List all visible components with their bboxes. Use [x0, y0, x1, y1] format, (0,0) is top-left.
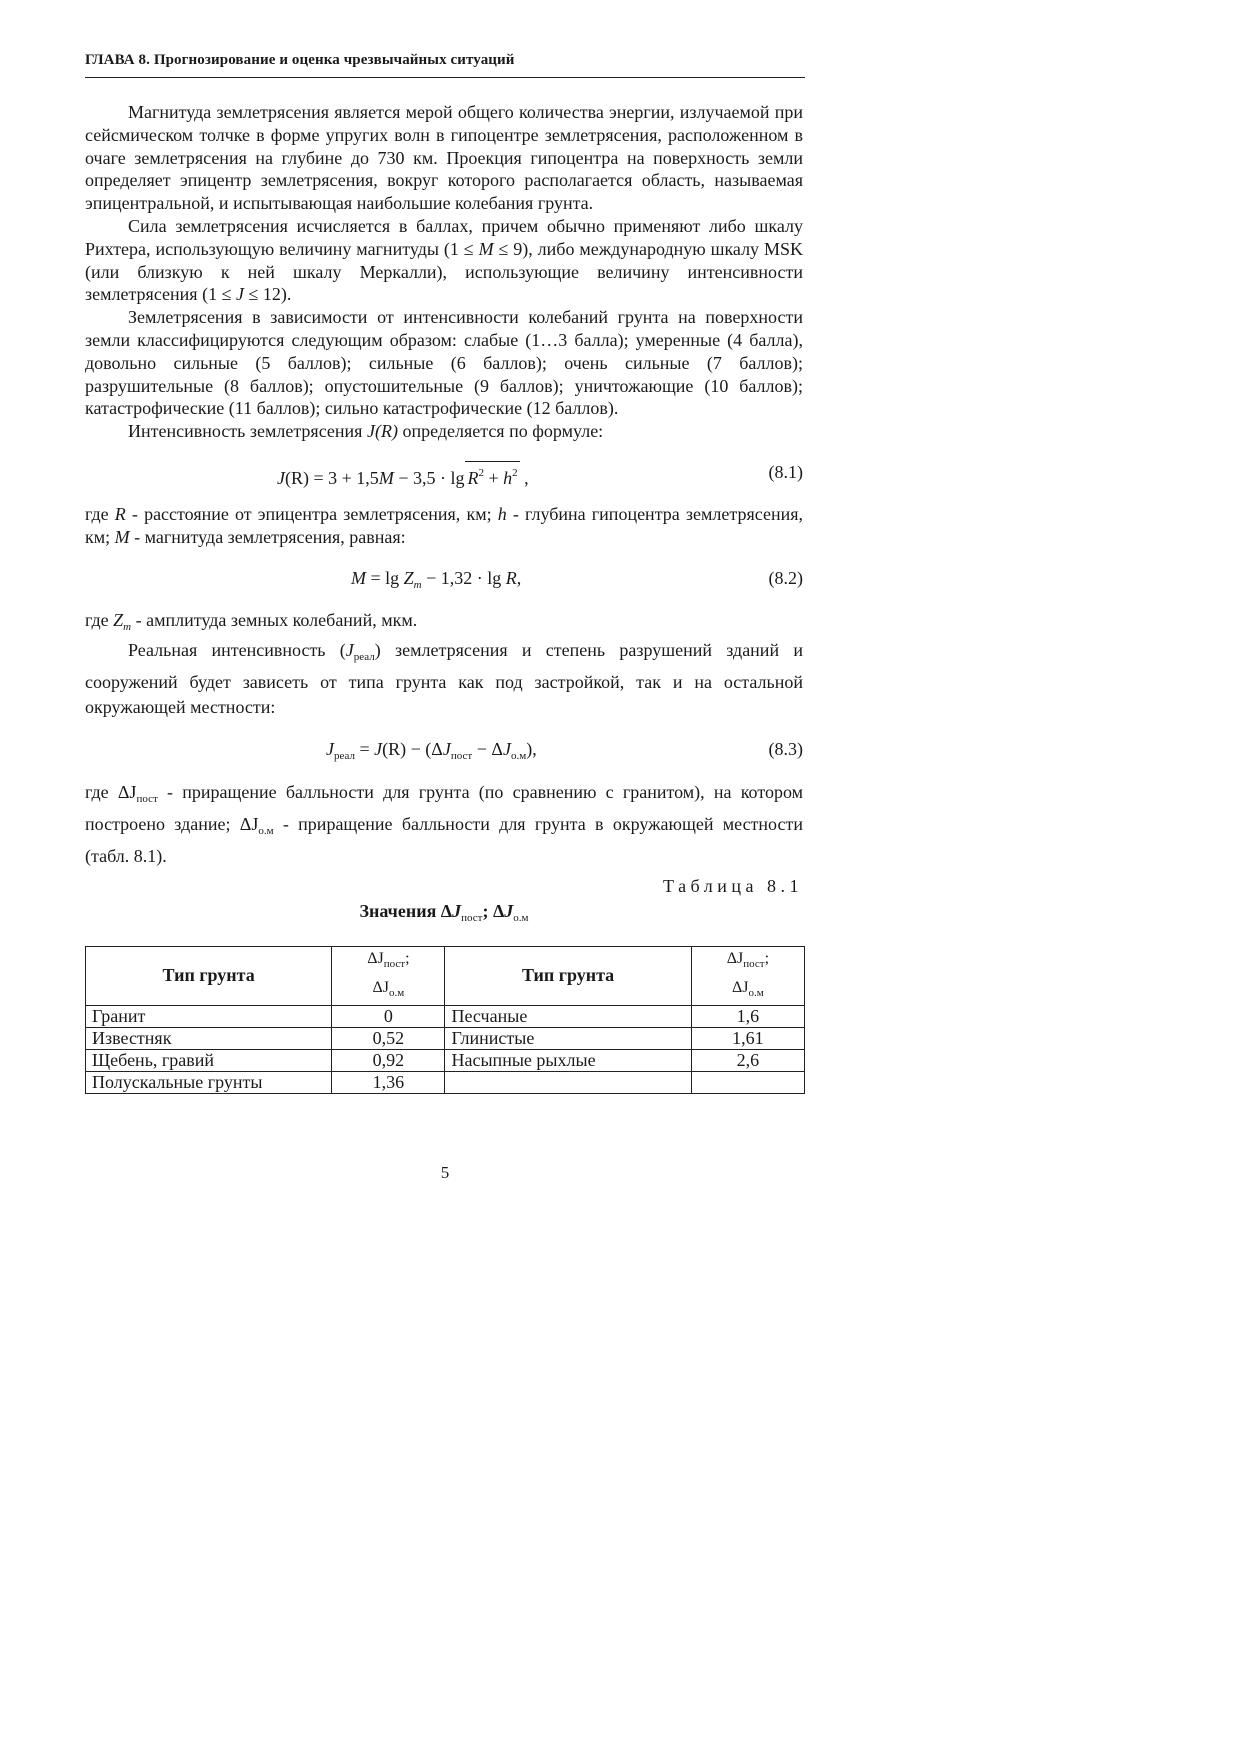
formula-8-3: $J_{реал} = J(R) - (\Delta J_{пост} - \Delta J_{о.м})$, (8.3) — [326, 739, 803, 763]
paragraph-intensity-intro: Интенсивность землетрясения J(R) определяется по формуле: — [128, 421, 604, 442]
formula-8-2: $M = \lg Z_m - 1,32 \cdot \lg R$, (8.2) — [351, 567, 803, 591]
paragraph-variables-1: где R - расстояние от эпицентра землетрясения, км; h - глубина гипоцентра землетрясения, км; M - магнитуда землетрясения, равная: — [85, 503, 803, 547]
formula-number: (8.2) — [768, 567, 803, 588]
paragraph-magnitude: Магнитуда землетрясения является мерой общего количества энергии, излучаемой при сейсмическом толчке в форме упругих волн в гипоцентре землетрясения, расположенном в очаге землетрясения на глубине до 730 км. Проекция гипоцентра на поверхность земли определяет эпицентр землетрясения, вокруг которого располагается область, называемая эпицентральной, и испытывающая наибольшие колебания грунта. — [85, 102, 803, 214]
header-soil-type-1: Тип грунта — [86, 946, 332, 1005]
paragraph-classification: Землетрясения в зависимости от интенсивности колебаний грунта на поверхности земли классифицируются следующим образом: слабые (1…3 балла); умеренные (4 балла), довольно сильные (5 баллов); сильные (6 баллов); очень сильные (7 баллов); разрушительные (8 баллов); опустошительные (9 баллов); уничтожающие (10 баллов); катастрофические (11 баллов); сильно катастрофические (12 баллов). — [85, 307, 803, 419]
table-row: Полускальные грунты 1,36 — [86, 1071, 805, 1093]
page-content — [85, 101, 803, 1094]
table-title: Значения $\Delta J_{пост}$; $\Delta J_{о.м}$ — [359, 901, 529, 925]
page-number: 5 — [440, 1163, 450, 1182]
table-row: Гранит 0 Песчаные 1,6 — [86, 1005, 805, 1027]
table-header-row — [86, 946, 805, 1005]
header-delta-2: $\Delta J_{пост}$; $\Delta J_{о.м}$ — [691, 946, 804, 1005]
sqrt-sign: $R^2 + h^2$ — [465, 461, 519, 490]
table-row: Щебень, гравий 0,92 Насыпные рыхлые 2,6 — [86, 1049, 805, 1071]
formula-8-1: $J(R) = 3 + 1,5M - 3,5 \cdot \lg R^2 + h^2$ , (8.1) — [277, 461, 803, 488]
paragraph-variables-2: где $Z_m$ - амплитуда земных колебаний, мкм. — [85, 609, 418, 633]
header-delta-1: $\Delta J_{пост}$; $\Delta J_{о.м}$ — [332, 946, 445, 1005]
paragraph-real-intensity: Реальная интенсивность $(J_{реал})$ землетрясения и степень разрушений зданий и сооружений будет зависеть от типа грунта как под застройкой, так и на остальной окружающей местности: — [85, 640, 803, 718]
table-label: Таблица 8.1 — [663, 876, 803, 897]
soil-table — [85, 946, 805, 1094]
formula-number: (8.3) — [768, 739, 803, 760]
header-divider — [85, 77, 805, 78]
header-soil-type-2: Тип грунта — [445, 946, 691, 1005]
running-header: ГЛАВА 8. Прогнозирование и оценка чрезвычайных ситуаций — [85, 52, 515, 68]
table-row: Известняк 0,52 Глинистые 1,61 — [86, 1027, 805, 1049]
formula-number: (8.1) — [768, 461, 803, 482]
paragraph-increments: где $\Delta J_{пост}$ - приращение балльности для грунта (по сравнению с гранитом), на котором построено здание; $\Delta J_{о.м}$ - приращение балльности для грунта в окружающей местности (табл. 8.1). — [85, 782, 803, 867]
paragraph-scales: Сила землетрясения исчисляется в баллах, причем обычно применяют либо шкалу Рихтера, использующую величину магнитуды (1 ≤ M ≤ 9), либо международную шкалу MSK (или близкую к ней шкалу Меркалли), использующие величину интенсивности землетрясения (1 ≤ J ≤ 12). — [85, 215, 803, 305]
